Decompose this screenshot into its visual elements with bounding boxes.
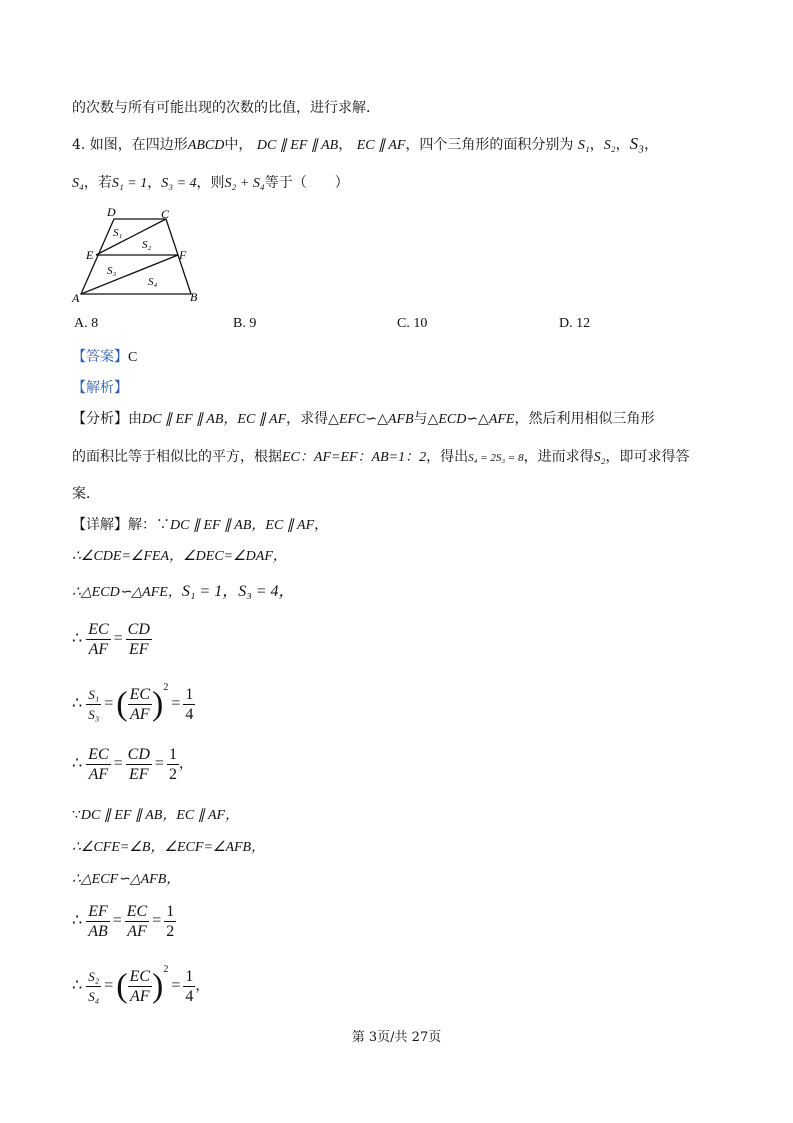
ratio-eq-1: ∴ $\frac{EC}{AF}$ = $\frac{CD}{EF}$ bbox=[72, 621, 150, 658]
detail-similar-2: ∴△ECF∽△AFB， bbox=[72, 872, 181, 887]
frac-num: EC bbox=[126, 903, 148, 920]
therefore-symbol: ∴ bbox=[72, 977, 83, 994]
continuation-line: 的次数与所有可能出现的次数的比值，进行求解． bbox=[72, 100, 380, 116]
therefore-symbol: ∴ bbox=[72, 695, 83, 712]
frac-num: EC bbox=[88, 746, 109, 763]
label-A: A bbox=[72, 291, 80, 305]
frac-den: AF bbox=[86, 639, 110, 659]
detail-similar-1 bbox=[72, 578, 295, 601]
frac-num: S₂ bbox=[88, 968, 100, 984]
therefore-symbol: ∴ bbox=[72, 912, 83, 930]
frac-num: 1 bbox=[166, 903, 175, 920]
option-a: A. 8 bbox=[74, 316, 99, 331]
region-s1: S₁ bbox=[113, 227, 123, 239]
area-s3: S₃ bbox=[629, 134, 645, 153]
given-s3: S₃ = 4 bbox=[161, 176, 197, 191]
because-symbol: ∵ bbox=[156, 517, 170, 533]
frac-den: AB bbox=[88, 923, 108, 940]
answer-label: 【答案】 bbox=[72, 349, 128, 365]
frac-num: CD bbox=[127, 746, 150, 763]
option-d: D. 12 bbox=[559, 316, 591, 331]
area-ratio-eq-1: ∴ $\frac{\text{S₁}}{\text{S₃}}$ =( $\frac{EC}{AF}$ )$^2$= $\frac{1}{4}$ bbox=[72, 682, 194, 723]
detail-parallel-2: DC ∥ EF ∥ AB，EC ∥ AF， bbox=[80, 808, 240, 823]
area-s4: S₄ bbox=[72, 176, 84, 191]
given-s1: S₁ = 1 bbox=[111, 176, 148, 191]
question-line-1: 4. 如图，在四边形ABCD中， DC ∥ EF ∥ AB， EC ∥ AF，四个三角形的面积分别为 S₁，S₂，S₃， bbox=[72, 134, 659, 153]
tri-afe: AFE bbox=[488, 412, 515, 427]
area-s1: S₁ bbox=[577, 138, 590, 153]
comma: ， bbox=[338, 137, 353, 153]
frac-den: EF bbox=[126, 764, 152, 784]
frac-num: S₁ bbox=[88, 686, 100, 702]
label-B: B bbox=[190, 290, 198, 304]
tri-efc: EFC bbox=[338, 412, 366, 427]
frac-den: S₃ bbox=[86, 704, 101, 724]
therefore-symbol: ∴ bbox=[72, 630, 83, 648]
target-sum: S₂ + S₄ bbox=[224, 176, 265, 191]
frac-den: S₄ bbox=[86, 986, 101, 1006]
fenxi-yu: 与△ bbox=[413, 411, 439, 427]
comma: ， bbox=[178, 756, 193, 773]
frac-num: EC bbox=[129, 685, 151, 703]
tri-ecd: ECD bbox=[438, 412, 467, 427]
answer-value: C bbox=[128, 350, 138, 365]
question-prefix: 4. 如图，在四边形 bbox=[72, 137, 188, 153]
analysis-line-2 bbox=[72, 446, 689, 466]
comma: ， bbox=[195, 978, 210, 994]
page-footer: 第 3页/共 27页 bbox=[351, 1030, 442, 1045]
frac-num: EC bbox=[129, 967, 151, 985]
question-ze: ，则 bbox=[196, 175, 225, 191]
tri-afb: AFB bbox=[387, 412, 414, 427]
question-ruo: ，若 bbox=[83, 175, 112, 191]
detail-line-because-2 bbox=[72, 804, 239, 824]
option-b: B. 9 bbox=[233, 316, 257, 331]
fenxi-you: 由 bbox=[128, 411, 142, 427]
fenxi-ratio: EC：AF=EF：AB=1：2 bbox=[282, 450, 427, 465]
question-zhong: 中， bbox=[224, 137, 253, 153]
fenxi-equation: S₄ = 2S₃ = 8 bbox=[468, 452, 524, 464]
frac-den: 2 bbox=[168, 766, 177, 783]
trapezoid-figure bbox=[66, 202, 216, 306]
frac-den: AF bbox=[128, 986, 152, 1006]
label-E: E bbox=[86, 248, 94, 262]
area-s2: S₂ bbox=[603, 138, 616, 153]
question-tail: ，四个三角形的面积分别为 bbox=[405, 137, 574, 153]
parallel-1: DC ∥ EF ∥ AB bbox=[256, 138, 339, 153]
frac-den: 4 bbox=[185, 987, 194, 1005]
ratio-eq-3: ∴ $\frac{EF}{AB}$ = $\frac{EC}{AF}$ = $\frac{1}{2}$ bbox=[72, 903, 175, 940]
region-s2: S₂ bbox=[142, 239, 152, 251]
analysis-label: 【解析】 bbox=[72, 380, 128, 396]
option-c: C. 10 bbox=[397, 316, 428, 331]
region-s4: S₄ bbox=[148, 276, 158, 288]
fenxi-rest: ，然后利用相似三角形 bbox=[514, 411, 655, 427]
region-s3: S₃ bbox=[107, 265, 117, 277]
answer-line bbox=[72, 346, 137, 366]
fenxi-line2d: ，即可求得答 bbox=[605, 449, 690, 465]
detail-line-1: 【详解】解：∵DC ∥ EF ∥ AB，EC ∥ AF， bbox=[72, 517, 329, 533]
frac-num: 1 bbox=[185, 967, 194, 985]
fenxi-parallel: DC ∥ EF ∥ AB，EC ∥ AF bbox=[142, 412, 287, 427]
ratio-eq-2: ∴ $\frac{EC}{AF}$ = $\frac{CD}{EF}$ = $\frac{1}{2}$ ， bbox=[72, 746, 193, 783]
fenxi-line2a: 的面积比等于相似比的平方，根据 bbox=[72, 449, 282, 465]
frac-den: 2 bbox=[166, 923, 175, 940]
square-exponent: 2 bbox=[163, 682, 169, 693]
label-C: C bbox=[161, 207, 170, 221]
frac-num: CD bbox=[127, 621, 150, 638]
detail-label: 【详解】解： bbox=[72, 517, 156, 533]
frac-den: AF bbox=[128, 704, 152, 724]
frac-num: 1 bbox=[185, 685, 194, 703]
frac-den: 4 bbox=[185, 705, 194, 723]
fenxi-line2b: ，得出 bbox=[426, 449, 469, 465]
detail-angles-2: ∴∠CFE=∠B，∠ECF=∠AFB， bbox=[72, 840, 266, 855]
label-D: D bbox=[107, 205, 116, 219]
detail-angles-1: ∴∠CDE=∠FEA，∠DEC=∠DAF， bbox=[72, 549, 287, 564]
question-ask: 等于（ ） bbox=[264, 175, 349, 191]
frac-den: AF bbox=[86, 764, 110, 784]
fenxi-s2: S₂ bbox=[593, 450, 606, 465]
fenxi-line2c: ，进而求得 bbox=[523, 449, 594, 465]
therefore-symbol: ∴ bbox=[72, 755, 83, 773]
analysis-line-1 bbox=[72, 408, 654, 428]
frac-den: AF bbox=[125, 921, 149, 941]
fenxi-label: 【分析】 bbox=[72, 411, 128, 427]
question-line-2: S₄，若S₁ = 1，S₃ = 4，则S₂ + S₄等于（ ） bbox=[72, 175, 349, 191]
square-exponent: 2 bbox=[163, 964, 169, 975]
area-ratio-eq-2: ∴ $\frac{\text{S₂}}{\text{S₄}}$ =( $\frac{EC}{AF}$ )$^2$= $\frac{1}{4}$ ， bbox=[72, 964, 210, 1005]
frac-num: EC bbox=[88, 621, 109, 638]
similar-sign: ∽△ bbox=[365, 411, 388, 427]
label-F: F bbox=[179, 248, 187, 262]
parallel-2: EC ∥ AF bbox=[356, 138, 406, 153]
frac-num: EF bbox=[88, 903, 108, 920]
because-symbol: ∵ bbox=[72, 807, 81, 823]
frac-num: 1 bbox=[168, 746, 177, 763]
given-values: S₁ = 1，S₃ = 4， bbox=[181, 583, 295, 600]
analysis-line-3: 案． bbox=[72, 486, 100, 502]
similar-statement: ∴△ECD∽△AFE， bbox=[72, 585, 182, 600]
detail-parallel: DC ∥ EF ∥ AB，EC ∥ AF bbox=[170, 518, 315, 533]
quad-name: ABCD bbox=[187, 138, 225, 153]
frac-den: EF bbox=[126, 639, 152, 659]
fenxi-qiude: ，求得△ bbox=[286, 411, 339, 427]
similar-sign: ∽△ bbox=[466, 411, 489, 427]
